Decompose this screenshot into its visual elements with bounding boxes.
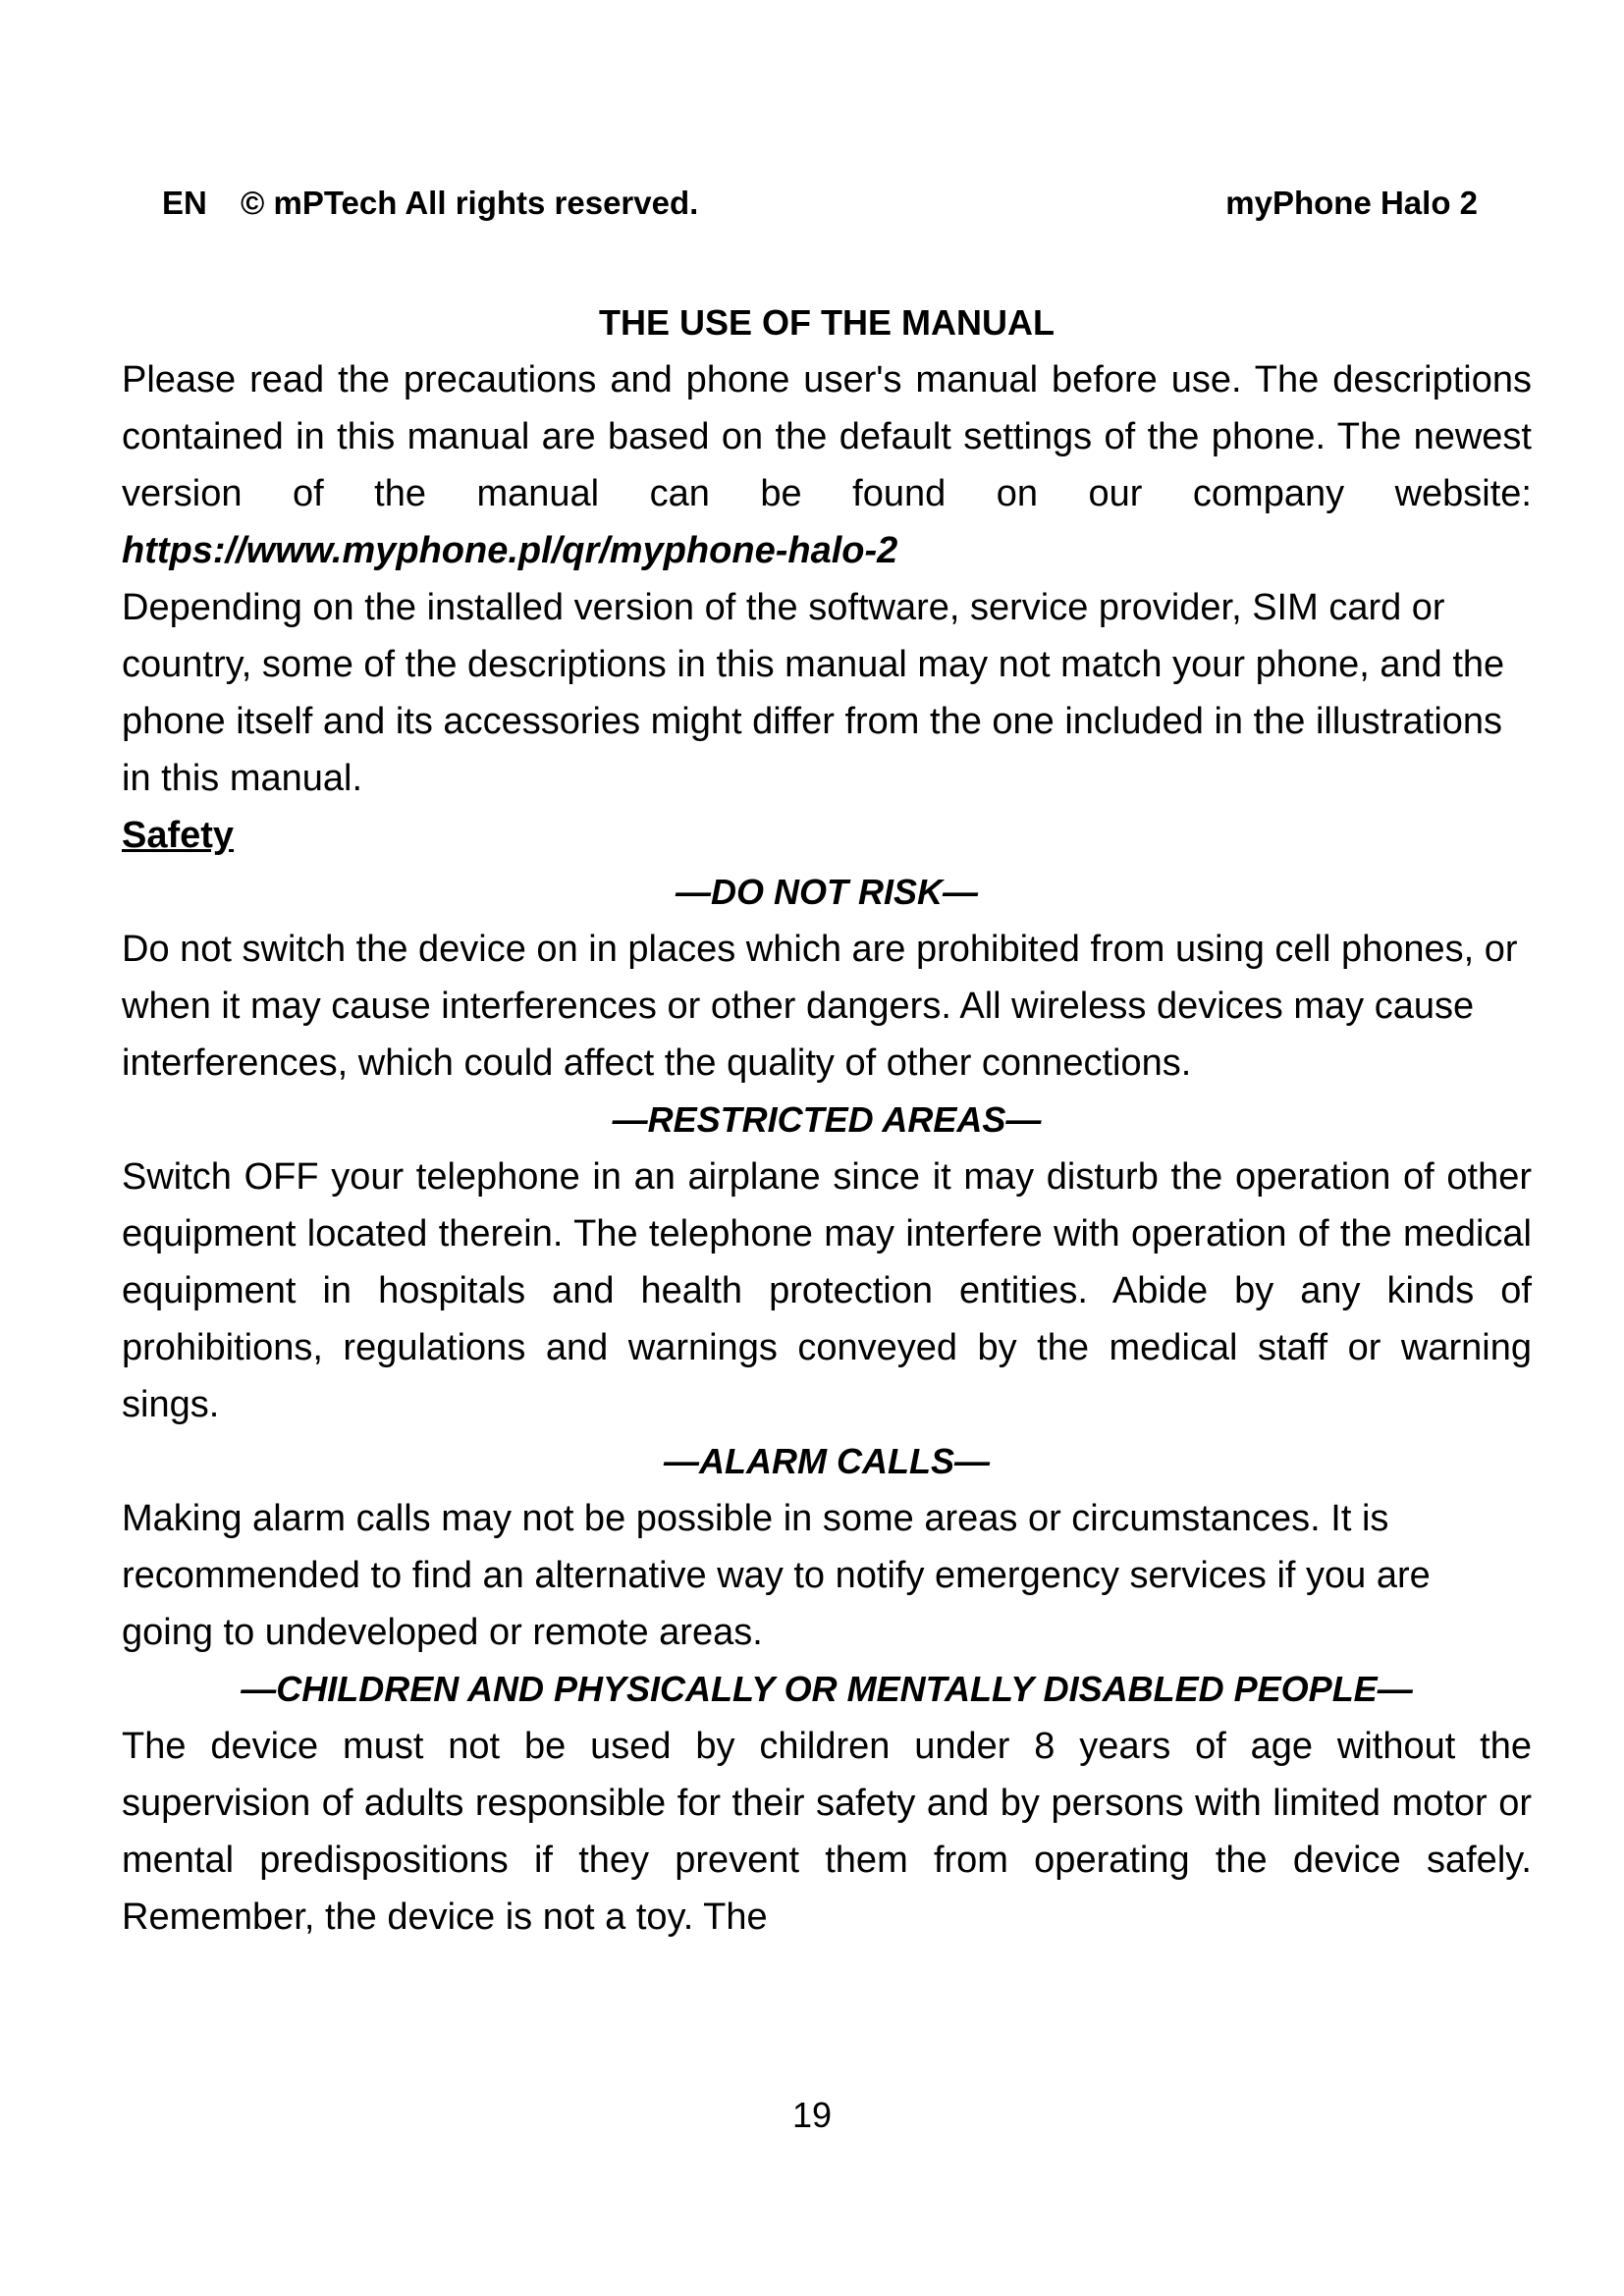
intro-text: Please read the precautions and phone user's manual before use. The descriptions contained in this manual are based on the default settings of the phone. The newest version of the manual can be found on our company website: xyxy=(122,359,1532,514)
paragraph-alarm-calls: Making alarm calls may not be possible in some areas or circumstances. It is recommended to find an alternative way to notify emergency services if you are going to undeveloped or remote areas. xyxy=(122,1498,1431,1653)
subheading-restricted-areas: —RESTRICTED AREAS— xyxy=(612,1099,1042,1140)
subheading-do-not-risk: —DO NOT RISK— xyxy=(675,872,978,912)
page-content xyxy=(122,294,1532,1946)
safety-heading: Safety xyxy=(122,815,235,856)
variation-paragraph: Depending on the installed version of the software, service provider, SIM card or country, some of the descriptions in this manual may not match your phone, and the phone itself and its accessories might differ from the one included in the illustrations in this manual. xyxy=(122,587,1505,799)
subheading-children-disabled: —CHILDREN AND PHYSICALLY OR MENTALLY DISABLED PEOPLE— xyxy=(241,1669,1413,1709)
paragraph-children-disabled: The device must not be used by children under 8 years of age without the supervision of adults responsible for their safety and by persons with limited motor or mental predispositions if they prevent them from operating the device safely. Remember, the device is not a toy. The xyxy=(122,1726,1532,1938)
page-header xyxy=(162,179,1478,228)
page-number: 19 xyxy=(791,2095,833,2135)
website-link[interactable]: https://www.myphone.pl/qr/myphone-halo-2 xyxy=(122,530,898,571)
language-code: EN xyxy=(162,185,207,221)
paragraph-restricted-areas: Switch OFF your telephone in an airplane since it may disturb the operation of other equipment located therein. The telephone may interfere with operation of the medical equipment in hospitals and health protection entities. Abide by any kinds of prohibitions, regulations and warnings conveyed by the medical staff or warning sings. xyxy=(122,1156,1532,1425)
copyright-notice: © mPTech All rights reserved. xyxy=(241,185,699,221)
paragraph-do-not-risk: Do not switch the device on in places which are prohibited from using cell phones, or when it may cause interferences or other dangers. All wireless devices may cause interferences, which could affect the quality of other connections. xyxy=(122,929,1518,1084)
product-model: myPhone Halo 2 xyxy=(1225,185,1478,221)
intro-paragraph xyxy=(122,351,1532,579)
subheading-alarm-calls: —ALARM CALLS— xyxy=(664,1441,990,1481)
section-title: THE USE OF THE MANUAL xyxy=(599,302,1055,343)
